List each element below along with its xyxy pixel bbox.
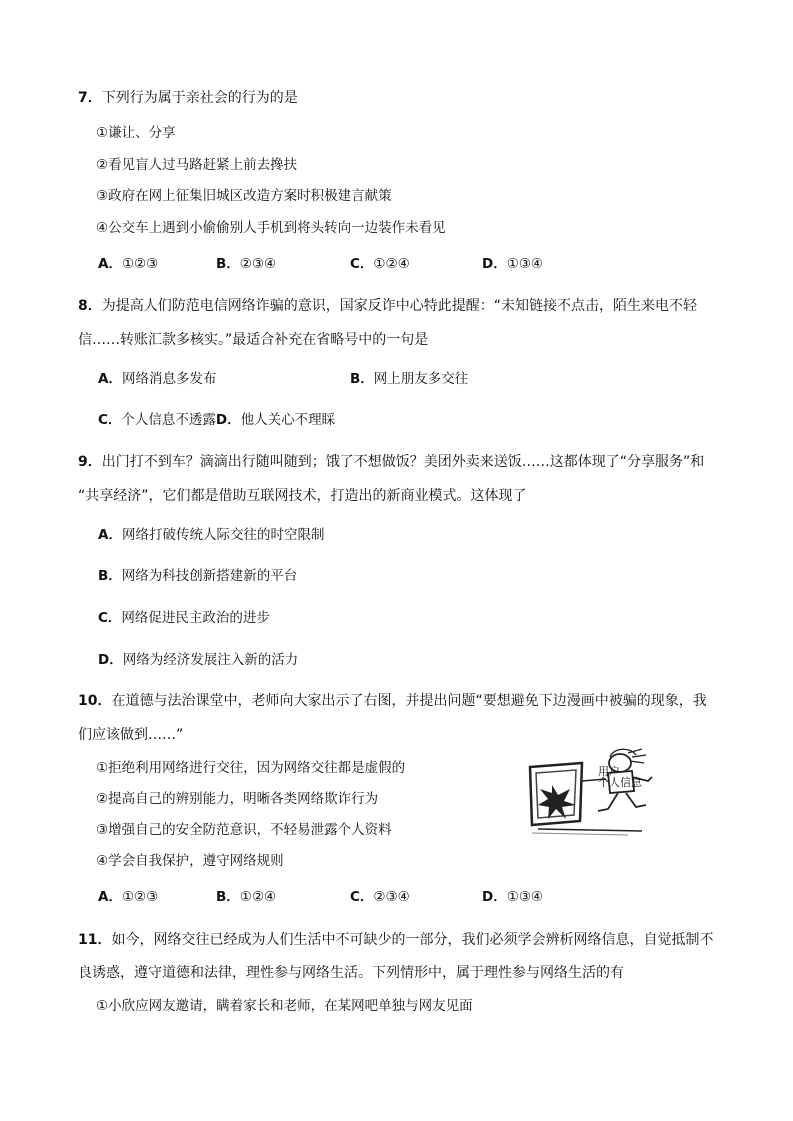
question-7-choice-d[interactable]: D．①③④ — [482, 256, 544, 272]
question-7-item-1: ①谦让、分享 — [96, 125, 176, 141]
question-11-stem-cont: 良诱惑，遵守道德和法律，理性参与网络生活。下列情形中，属于理性参与网络生活的有 — [78, 965, 624, 981]
question-8-choice-b[interactable]: B．网上朋友多交往 — [350, 371, 469, 387]
question-9-choice-d[interactable]: D．网络为经济发展注入新的活力 — [98, 652, 299, 668]
question-7-choice-a[interactable]: A．①②③ — [98, 256, 159, 272]
question-7-stem: 7．下列行为属于亲社会的行为的是 — [78, 90, 298, 106]
cartoon-label-info: 个人信息 — [598, 776, 642, 789]
question-9-choice-b[interactable]: B．网络为科技创新搭建新的平台 — [98, 568, 298, 584]
question-number: 7 — [78, 90, 88, 106]
question-9-stem: 9．出门打不到车？滴滴出行随叫随到；饿了不想做饭？美团外卖来送饭……这都体现了“分享服务”和 — [78, 454, 705, 470]
question-8-stem-cont: 信……转账汇款多核实。”最适合补充在省略号中的一句是 — [78, 332, 429, 348]
question-10-item-2: ②提高自己的辨别能力，明晰各类网络欺诈行为 — [96, 791, 379, 807]
question-7-choice-b[interactable]: B．②③④ — [216, 256, 277, 272]
question-10-choice-c[interactable]: C．②③④ — [350, 889, 410, 905]
question-10-choice-b[interactable]: B．①②④ — [216, 889, 277, 905]
question-7-item-4: ④公交车上遇到小偷偷别人手机到将头转向一边装作未看见 — [96, 220, 446, 236]
cartoon-illustration — [518, 745, 658, 837]
question-7-item-3: ③政府在网上征集旧城区改造方案时积极建言献策 — [96, 188, 392, 204]
cartoon-label-user: 用户 — [598, 765, 620, 778]
question-10-item-1: ①拒绝利用网络进行交往，因为网络交往都是虚假的 — [96, 760, 406, 776]
question-10-stem: 10．在道德与法治课堂中，老师向大家出示了右图，并提出问题“要想避免下边漫画中被骗的现象，我 — [78, 693, 707, 709]
question-10-choice-d[interactable]: D．①③④ — [482, 889, 544, 905]
question-10-item-3: ③增强自己的安全防范意识，不轻易泄露个人资料 — [96, 822, 392, 838]
question-7-item-2: ②看见盲人过马路赶紧上前去搀扶 — [96, 157, 298, 173]
question-10-item-4: ④学会自我保护，遵守网络规则 — [96, 853, 284, 869]
question-9-stem-cont: “共享经济”，它们都是借助互联网技术，打造出的新商业模式。这体现了 — [78, 488, 527, 504]
shadow-line — [532, 833, 628, 835]
question-9-choice-a[interactable]: A．网络打破传统人际交往的时空限制 — [98, 527, 325, 543]
figure-legs — [598, 793, 646, 811]
question-8-choice-a[interactable]: A．网络消息多发布 — [98, 371, 217, 387]
question-7-choice-c[interactable]: C．①②④ — [350, 256, 410, 272]
question-8-choice-c-d[interactable]: C．个人信息不透露D．他人关心不理睬 — [98, 412, 336, 428]
question-11-item-1: ①小欣应网友邀请，瞒着家长和老师，在某网吧单独与网友见面 — [96, 998, 473, 1014]
cartoon-drawing — [518, 745, 658, 837]
question-8-stem: 8．为提高人们防范电信网络诈骗的意识，国家反诈中心特此提醒：“未知链接不点击，陌生来电不轻 — [78, 298, 698, 314]
question-11-stem: 11．如今，网络交往已经成为人们生活中不可缺少的一部分，我们必须学会辨析网络信息，自觉抵制不 — [78, 932, 714, 948]
desk-line — [538, 829, 642, 831]
question-9-choice-c[interactable]: C．网络促进民主政治的进步 — [98, 610, 270, 626]
question-10-stem-cont: 们应该做到……” — [78, 727, 184, 743]
question-10-choice-a[interactable]: A．①②③ — [98, 889, 159, 905]
